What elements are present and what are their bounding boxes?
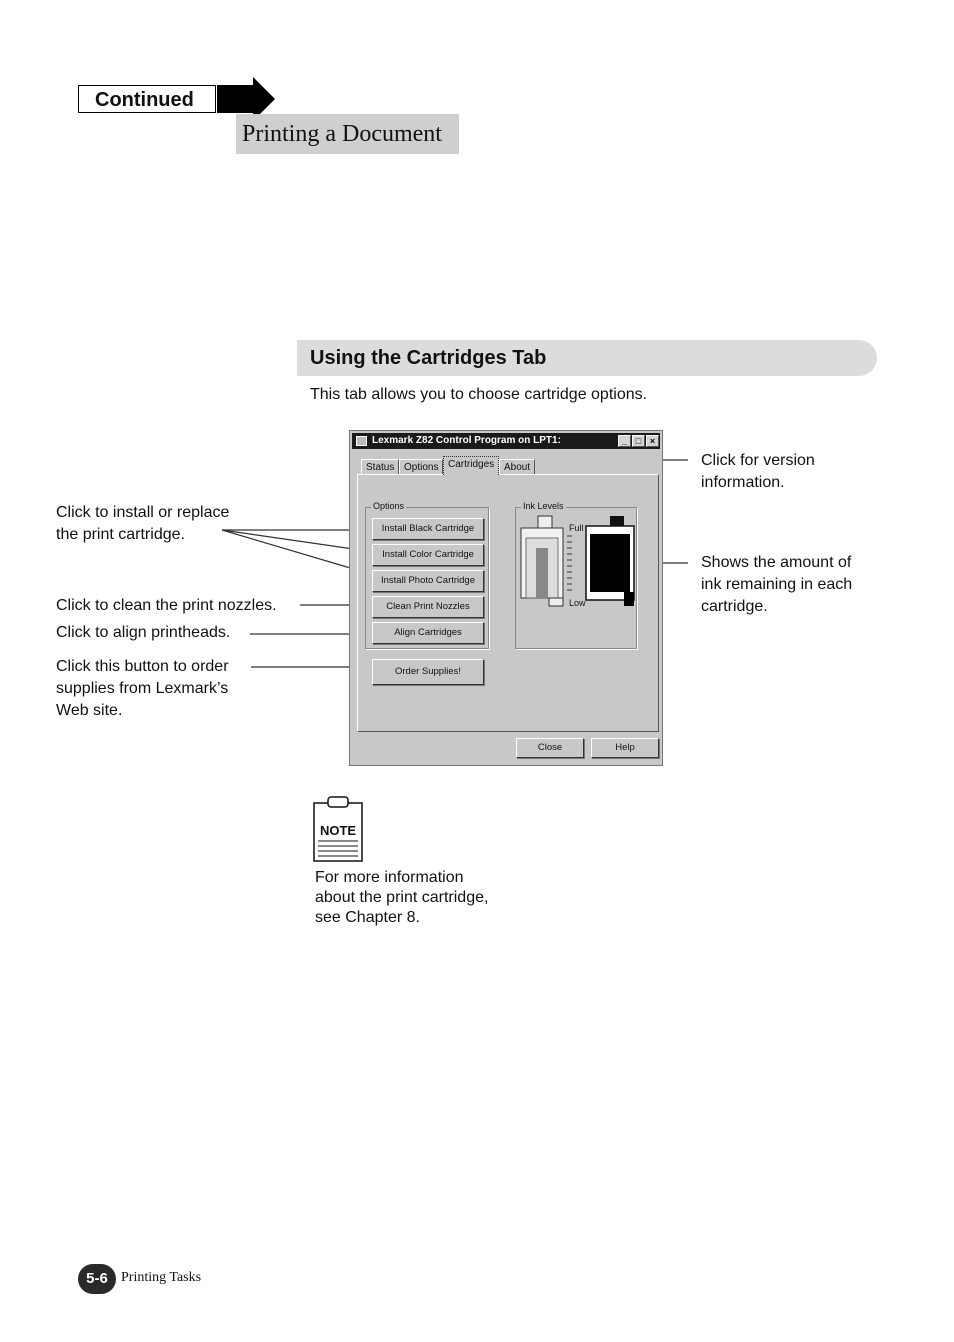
callout-order-line: Click this button to order — [56, 658, 229, 675]
note-icon-label: NOTE — [319, 823, 357, 838]
order-supplies-button[interactable]: Order Supplies! — [372, 659, 484, 685]
intro-text: This tab allows you to choose cartridge options. — [310, 386, 648, 403]
help-button[interactable]: Help — [591, 738, 659, 758]
note-text-line: For more information — [315, 869, 464, 886]
callout-align: Click to align printheads. — [56, 624, 231, 641]
callout-ink-line: Shows the amount of — [701, 554, 852, 571]
callout-install-line: the print cartridge. — [56, 526, 185, 543]
note-text-line: see Chapter 8. — [315, 909, 420, 926]
ink-levels-label: Ink Levels — [523, 501, 564, 511]
ink-level-gauge — [516, 508, 636, 648]
callout-order-line: supplies from Lexmark’s — [56, 680, 229, 697]
page-number-badge: 5-6 — [78, 1264, 116, 1294]
callout-order-line: Web site. — [56, 702, 123, 719]
install-color-cartridge-button[interactable]: Install Color Cartridge — [372, 544, 484, 566]
callout-clean: Click to clean the print nozzles. — [56, 597, 277, 614]
black-ink-fill — [590, 534, 630, 592]
note-text — [315, 868, 488, 928]
ink-levels-group — [515, 501, 637, 649]
cartridges-panel — [357, 474, 659, 732]
color-ink-fill — [536, 548, 548, 598]
minimize-icon[interactable]: _ — [618, 435, 631, 447]
color-cartridge-cap — [538, 516, 552, 528]
close-button[interactable]: Close — [516, 738, 584, 758]
tab-status[interactable]: Status — [361, 459, 399, 475]
ink-scale-ticks — [567, 536, 572, 590]
printer-icon — [356, 436, 367, 446]
window-titlebar — [352, 433, 660, 449]
callout-ink-line: cartridge. — [701, 598, 768, 615]
note-clipboard-icon — [312, 795, 364, 863]
tab-cartridges[interactable]: Cartridges — [443, 456, 499, 475]
color-cartridge-nozzle — [549, 598, 563, 606]
tab-options[interactable]: Options — [399, 459, 443, 475]
continued-label: Continued — [78, 85, 216, 113]
control-program-window — [349, 430, 663, 766]
subsection-heading: Using the Cartridges Tab — [297, 340, 877, 376]
note-text-line: about the print cartridge, — [315, 889, 489, 906]
align-cartridges-button[interactable]: Align Cartridges — [372, 622, 484, 644]
callout-version-line: Click for version — [701, 452, 815, 469]
options-group-label: Options — [373, 501, 405, 511]
tab-about[interactable]: About — [499, 459, 535, 475]
black-cartridge-cap — [610, 516, 624, 526]
footer-chapter: Printing Tasks — [121, 1270, 202, 1285]
ink-full-label: Full — [569, 523, 584, 533]
install-black-cartridge-button[interactable]: Install Black Cartridge — [372, 518, 484, 540]
ink-low-label: Low — [569, 598, 586, 608]
callout-ink-line: ink remaining in each — [701, 576, 853, 593]
window-title: Lexmark Z82 Control Program on LPT1: — [372, 435, 561, 446]
callout-version-line: information. — [701, 474, 785, 491]
install-photo-cartridge-button[interactable]: Install Photo Cartridge — [372, 570, 484, 592]
close-icon[interactable]: × — [646, 435, 659, 447]
callout-install-line: Click to install or replace — [56, 504, 230, 521]
black-cartridge-nozzle — [624, 592, 634, 606]
maximize-icon[interactable]: □ — [632, 435, 645, 447]
section-title: Printing a Document — [236, 114, 459, 154]
clean-print-nozzles-button[interactable]: Clean Print Nozzles — [372, 596, 484, 618]
